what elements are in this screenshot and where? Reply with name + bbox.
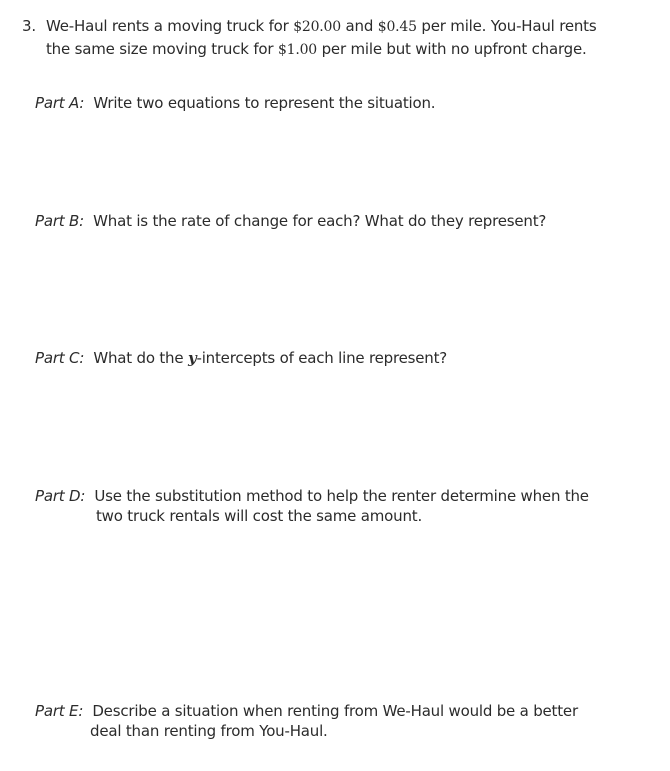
part-d	[35, 486, 635, 526]
part-b-prompt: What is the rate of change for each? What do they represent?	[93, 212, 547, 230]
problem-text: per mile but with no upfront charge.	[317, 40, 587, 58]
part-c-prompt-end: -intercepts of each line represent?	[196, 349, 448, 367]
problem-line-2	[22, 38, 642, 61]
y-variable: y	[187, 349, 197, 367]
part-a-prompt: Write two equations to represent the situation.	[93, 94, 436, 112]
part-e-label: Part E:	[35, 702, 84, 720]
part-e	[35, 701, 635, 741]
part-e-prompt-line-1: Describe a situation when renting from We-Haul would be a better	[92, 702, 578, 720]
part-d-label: Part D:	[35, 487, 86, 505]
part-b	[35, 211, 635, 231]
problem-number: 3.	[22, 17, 36, 35]
part-c-prompt: What do the	[93, 349, 188, 367]
part-a-label: Part A:	[35, 94, 85, 112]
part-d-prompt-line-2: two truck rentals will cost the same amount.	[96, 507, 423, 525]
price-youhaul-per-mile: $1.00	[277, 42, 318, 58]
price-wehaul-flat: $20.00	[293, 19, 341, 35]
problem-text: the same size moving truck for	[46, 40, 278, 58]
problem-statement	[22, 15, 642, 61]
part-a	[35, 93, 635, 113]
problem-text: per mile. You-Haul rents	[416, 17, 597, 35]
part-e-prompt-line-2: deal than renting from You-Haul.	[90, 722, 328, 740]
problem-text: and	[340, 17, 378, 35]
part-d-prompt-line-1: Use the substitution method to help the renter determine when the	[94, 487, 589, 505]
part-b-label: Part B:	[35, 212, 84, 230]
problem-text: We-Haul rents a moving truck for	[46, 17, 294, 35]
price-wehaul-per-mile: $0.45	[377, 19, 417, 35]
part-c-label: Part C:	[35, 349, 85, 367]
part-c	[35, 348, 635, 368]
problem-line-1	[22, 15, 642, 38]
